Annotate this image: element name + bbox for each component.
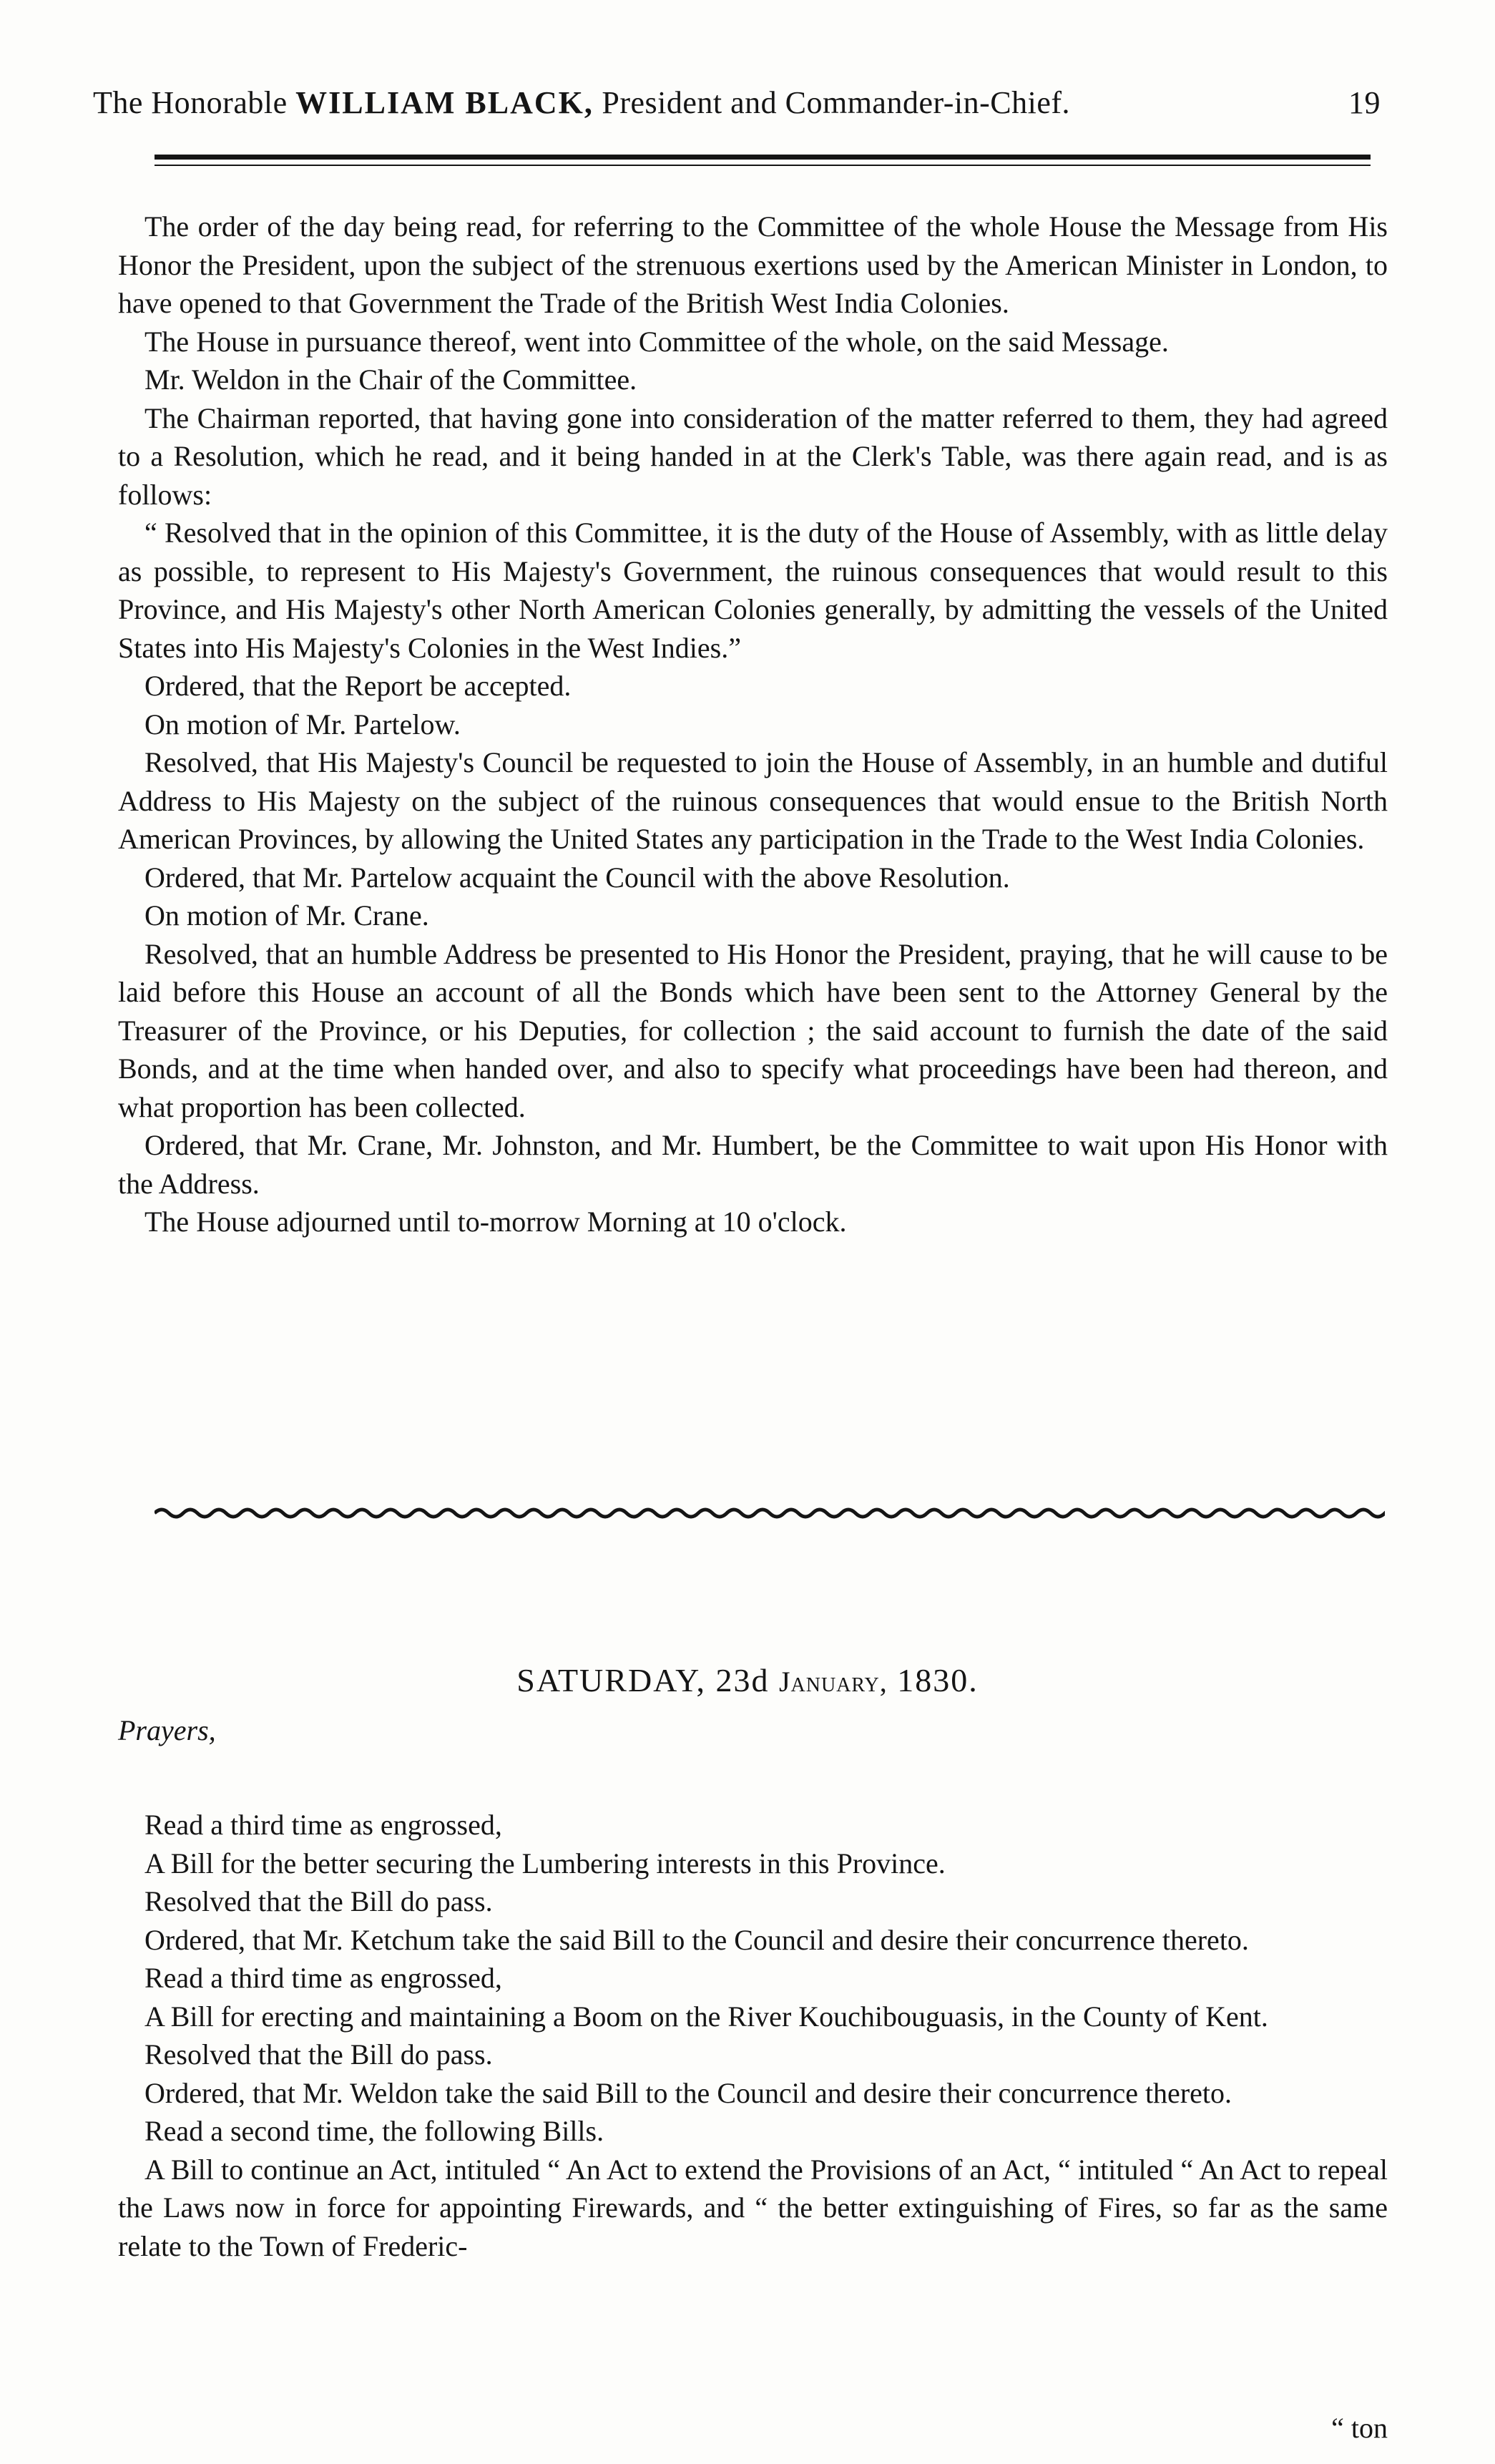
date-heading-day: SATURDAY, 23d <box>516 1662 770 1698</box>
header-rule-thin <box>155 165 1371 166</box>
proceedings-section-2 <box>118 1806 1388 2265</box>
paragraph: “ Resolved that in the opinion of this Committee, it is the duty of the House of Assembly, with as little delay as possible, to represent to His Majesty's Government, the ruinous consequences that would result to this Province, and His Majesty's other North American Colonies generally, by admitting the vessels of the United States into His Majesty's Colonies in the West Indies.” <box>118 517 1388 664</box>
paragraph: On motion of Mr. Crane. <box>144 899 429 932</box>
date-heading <box>0 1661 1495 1699</box>
paragraph: Read a third time as engrossed, <box>144 1809 502 1841</box>
paragraph: Mr. Weldon in the Chair of the Committee. <box>144 363 637 396</box>
paragraph: Read a third time as engrossed, <box>144 1962 502 1994</box>
running-head <box>93 84 1381 121</box>
ornamental-rule <box>155 1502 1385 1524</box>
date-heading-year: 1830. <box>897 1662 979 1698</box>
paragraph: The House in pursuance thereof, went into Committee of the whole, on the said Message. <box>144 325 1169 358</box>
proceedings-section-1 <box>118 207 1388 1241</box>
prayers-label: Prayers, <box>118 1714 216 1746</box>
date-heading-month: January, <box>778 1666 888 1698</box>
paragraph: Ordered, that Mr. Partelow acquaint the Council with the above Resolution. <box>144 861 1010 894</box>
paragraph: Resolved that the Bill do pass. <box>144 1885 493 1917</box>
running-head-name: WILLIAM BLACK, <box>295 85 594 120</box>
paragraph: Ordered, that the Report be accepted. <box>144 670 572 702</box>
paragraph: The Chairman reported, that having gone into consideration of the matter referred to them, they had agreed to a Resolution, which he read, and it being handed in at the Clerk's Table, was there again read, and is as follows: <box>118 401 1388 511</box>
paragraph: The order of the day being read, for referring to the Committee of the whole House the Message from His Honor the President, upon the subject of the strenuous exertions used by the American Minister in London, to have opened to that Government the Trade of the British West India Colonies. <box>118 210 1388 319</box>
paragraph: Resolved, that His Majesty's Council be requested to join the House of Assembly, in an humble and dutiful Address to His Majesty on the subject of the ruinous consequences that would ensue to the British North American Provinces, by allowing the United States any participation in the Trade to the West India Colonies. <box>118 746 1388 855</box>
paragraph: A Bill to continue an Act, intituled “ An Act to extend the Provisions of an Act, “ intituled “ An Act to repeal the Laws now in force for appointing Firewards, and “ the better extinguishing of Fires, so far as the same relate to the Town of Frederic- <box>118 2153 1388 2262</box>
paragraph: Resolved, that an humble Address be presented to His Honor the President, praying, that he will cause to be laid before this House an account of all the Bonds which have been sent to the Attorney General by the Treasurer of the Province, or his Deputies, for collection ; the said account to furnish the date of the said Bonds, and at the time when handed over, and also to specify what proceedings have been had thereon, and what proportion has been collected. <box>118 937 1388 1123</box>
header-rule-thick <box>155 155 1371 160</box>
catchword: “ ton <box>1331 2412 1388 2444</box>
paragraph: Read a second time, the following Bills. <box>144 2115 604 2147</box>
page-number: 19 <box>1348 85 1381 120</box>
ornamental-rule-wave <box>155 1510 1385 1517</box>
running-head-suffix: President and Commander-in-Chief. <box>602 85 1071 120</box>
paragraph: The House adjourned until to-morrow Morning at 10 o'clock. <box>144 1206 847 1238</box>
paragraph: A Bill for the better securing the Lumbering interests in this Province. <box>144 1847 946 1879</box>
paragraph: Ordered, that Mr. Weldon take the said Bill to the Council and desire their concurrence thereto. <box>144 2076 1232 2109</box>
paragraph: On motion of Mr. Partelow. <box>144 708 461 740</box>
running-head-prefix: The Honorable <box>93 85 288 120</box>
paragraph: Ordered, that Mr. Crane, Mr. Johnston, and Mr. Humbert, be the Committee to wait upon His Honor with the Address. <box>118 1129 1388 1200</box>
paragraph: A Bill for erecting and maintaining a Boom on the River Kouchibouguasis, in the County of Kent. <box>144 2000 1268 2033</box>
paragraph: Ordered, that Mr. Ketchum take the said Bill to the Council and desire their concurrence thereto. <box>144 1923 1249 1956</box>
paragraph: Resolved that the Bill do pass. <box>144 2038 493 2071</box>
